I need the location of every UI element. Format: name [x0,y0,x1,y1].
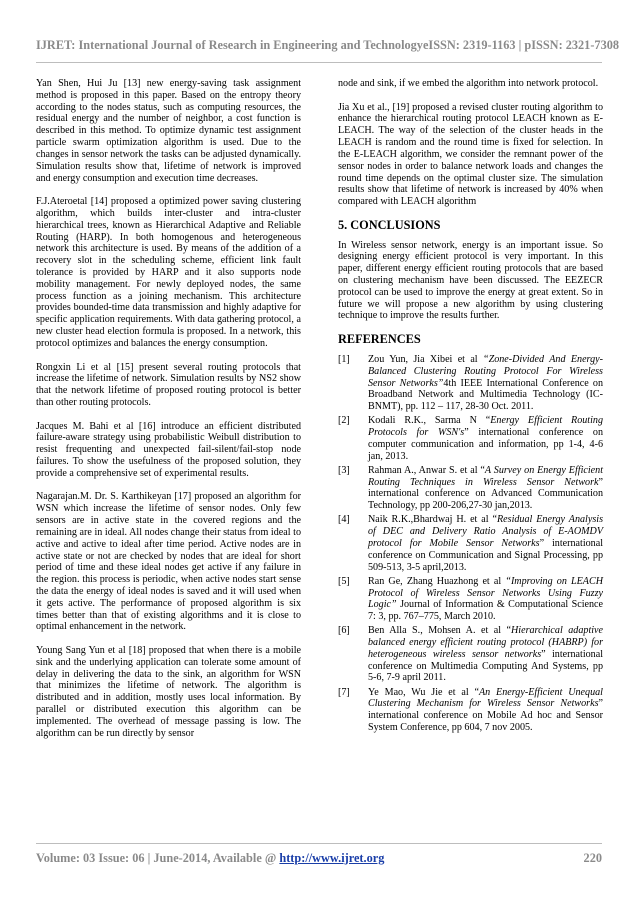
reference-number: [4] [338,514,350,526]
footer-divider [36,843,602,844]
reference-venue: Journal of Information & Computational Science 7: 3, pp. 767–775, March 2010. [368,599,603,623]
reference-number: [3] [338,464,350,476]
reference-list [338,354,603,734]
reference-item [338,625,603,684]
paragraph: Yan Shen, Hui Ju [13] new energy-saving task assignment method is proposed in this paper. Based on the entropy theory according to the nodes status, such as computing resources, the residual energy and the number of neighbor, a cost function is described in this method. To optimize dynamic test assignment particle swarm optimization algorithm is used. Due to the changes in sensor network the tasks can be adjusted dynamically. Simulation results show that, lifetime of network is improved and energy consumption and execution time decreases. [36,78,301,184]
reference-authors: Ran Ge, Zhang Huazhong et al [368,575,506,587]
reference-text [368,415,603,462]
reference-number: [2] [338,415,350,427]
reference-text [368,514,603,573]
reference-title: “Improving on LEACH Protocol of Wireless Sensor Networks Using Fuzzy Logic” [368,575,603,611]
reference-number: [1] [338,353,350,365]
reference-venue: ” international conference on Multimedia Computing And Systems, pp 5-6, 7-9 april 2011. [368,648,604,684]
reference-item [338,354,603,413]
reference-venue: ” international conference on Mobile Ad hoc and Sensor System Conference, pp 604, 7 nov 2005. [368,698,603,734]
page-number: 220 [583,851,602,865]
page-footer [36,851,602,866]
left-column [36,78,301,751]
reference-item [338,415,603,462]
page-header [36,38,620,53]
paragraph: Jacques M. Bahi et al [16] introduce an efficient distributed failure-aware strategy using probabilistic Weibull distribution to resist frequenting and unexpected fail-silent/fail-stop node failures. To show the usefulness of the proposed solution, they provide a comprehensive set of experimental results. [36,420,301,479]
reference-venue: ” international conference on Communication and Signal Processing, pp 509-513, 3-5 april,2013. [368,537,604,573]
reference-number: [7] [338,686,350,698]
reference-number: [5] [338,575,350,587]
reference-authors: Ye Mao, Wu Jie et al “ [368,686,480,698]
reference-title: “Zone-Divided And Energy-Balanced Clustering Routing Protocol For Wireless Sensor Networks” [368,353,603,389]
reference-venue: 4th IEEE International Conference on Broadband Network and Multimedia Technology (IC-BNMT), pp. 112 – 117, 28-30 Oct. 2011. [368,377,603,413]
reference-title: Energy Efficient Routing Protocols for WSN's [368,415,603,439]
paragraph: Jia Xu et al., [19] proposed a revised cluster routing algorithm to enhance the hierarchical routing protocol LEACH known as E-LEACH. The way of the selection of the cluster heads in the LEACH is random and the round time is fixed for selection. In the E-LEACH algorithm, we consider the remnant power of the sensor nodes in order to balance network loads and changes the round time depends on the optimal cluster size. The simulation results show that lifetime of network is increased by 40% when compared with LEACH algorithm [338,101,603,208]
paragraph: Nagarajan.M. Dr. S. Karthikeyan [17] proposed an algorithm for WSN which increase the lifetime of sensor nodes. Only few sensors are in active state in the covered regions and the remaining are in ideal. All nodes change their status from ideal to active and active to ideal after time period. Active nodes are in active state or not are checked by nodes that are ideal for short period of time and these ideal nodes get active if any failure in the region. this process is periodic, when active nodes start sense the data the energy of ideal nodes is saved and it will used when it gets active. The performance of proposed algorithm is six times better than that of existing algorithms and it is close to optimal enhancement in the network. [36,491,301,633]
journal-name: IJRET: International Journal of Research in Engineering and Technology [36,38,423,52]
reference-text [368,576,603,623]
reference-authors: Kodali R.K., Sarma N “ [368,415,491,427]
conclusions-heading: 5. CONCLUSIONS [338,217,441,232]
reference-item [338,687,603,734]
reference-authors: Rahman A., Anwar S. et al “ [368,464,485,476]
reference-number: [6] [338,625,350,637]
reference-text [368,687,603,734]
reference-text [368,354,603,413]
conclusions-paragraph: In Wireless sensor network, energy is an important issue. So designing energy efficient protocol is very important. In this paper, different energy efficient routing protocols that are based on clustering mechanism have been discussed. The EEZECR protocol can be used to improve the energy at great extent. So in future we will propose a new algorithm by using clustering technique to improve the results further. [338,239,603,322]
reference-item [338,465,603,512]
reference-text [368,465,603,512]
paragraph: Rongxin Li et al [15] present several routing protocols that increase the lifetime of network. Simulation results by NS2 show that the network lifetime of proposed routing protocol is better than other routing protocols. [36,361,301,408]
paragraph: F.J.Ateroetal [14] proposed a optimized power saving clustering algorithm, which builds inter-cluster and intra-cluster hierarchical trees, known as Hierarchical Adaptive and Reliable Routing (HARP). In both homogenous and heterogeneous network this architecture is used. By means of the addition of a recovery slot in the scheduling scheme, efficient link fault tolerance is provided by HARP and it also supports node mobility management. For newly deployed nodes, the same process function as a joining mechanism. This architecture provides bounded-time data transmission and highly adaptive for specific application requirements. With data gathering protocol, a new cluster head election formula is proposed. In a network, this protocol optimizes and balances the energy consumption. [36,196,301,349]
reference-authors: Ben Alla S., Mohsen A. et al “ [368,625,511,637]
right-column [338,78,603,736]
volume-text: Volume: 03 Issue: 06 | June-2014, Available @ [36,851,280,865]
reference-venue: ” international conference on computer communication and information, pp 1-4, 4-6 jan, 2013. [368,427,603,462]
reference-text [368,625,603,684]
reference-title: Hierarchical adaptive balanced energy efficient routing protocol (HABRP) for heterogeneous wireless sensor networks [368,625,604,660]
reference-title: An Energy-Efficient Unequal Clustering Mechanism for Wireless Sensor Networks [368,686,603,710]
reference-item [338,514,603,573]
journal-link[interactable]: http://www.ijret.org [279,851,385,865]
reference-venue: ” international conference on Advanced Communication Technology, pp 200-206,27-30 jan,2013. [368,476,603,512]
paragraph: node and sink, if we embed the algorithm into network protocol. [338,78,599,89]
reference-authors: Naik R.K.,Bhardwaj H. et al “ [368,514,497,526]
footer-volume [36,851,384,866]
reference-item [338,576,603,623]
reference-title: A Survey on Energy Efficient Routing Techniques in Wireless Sensor Network [368,464,604,488]
references-heading: REFERENCES [338,332,421,347]
reference-title: Residual Energy Analysis of DEC and Delivery Ratio Analysis of E-AOMDV protocol for Mobile Sensor Networks [368,514,603,549]
issn-text: eISSN: 2319-1163 | pISSN: 2321-7308 [422,38,620,52]
reference-authors: Zou Yun, Jia Xibei et al [368,353,483,365]
header-divider [36,62,602,63]
paragraph: Young Sang Yun et al [18] proposed that when there is a mobile sink and the underlying application can tolerate some amount of delay in delivering the data to the sink, an algorithm for WSN that minimizes the lifetime of network. The algorithm is distributed and in addition, mostly uses local information. By parallel or distributed execution this algorithm can be implemented. The overhead of message passing is low. The algorithm can be run directly by sensor [36,645,301,739]
